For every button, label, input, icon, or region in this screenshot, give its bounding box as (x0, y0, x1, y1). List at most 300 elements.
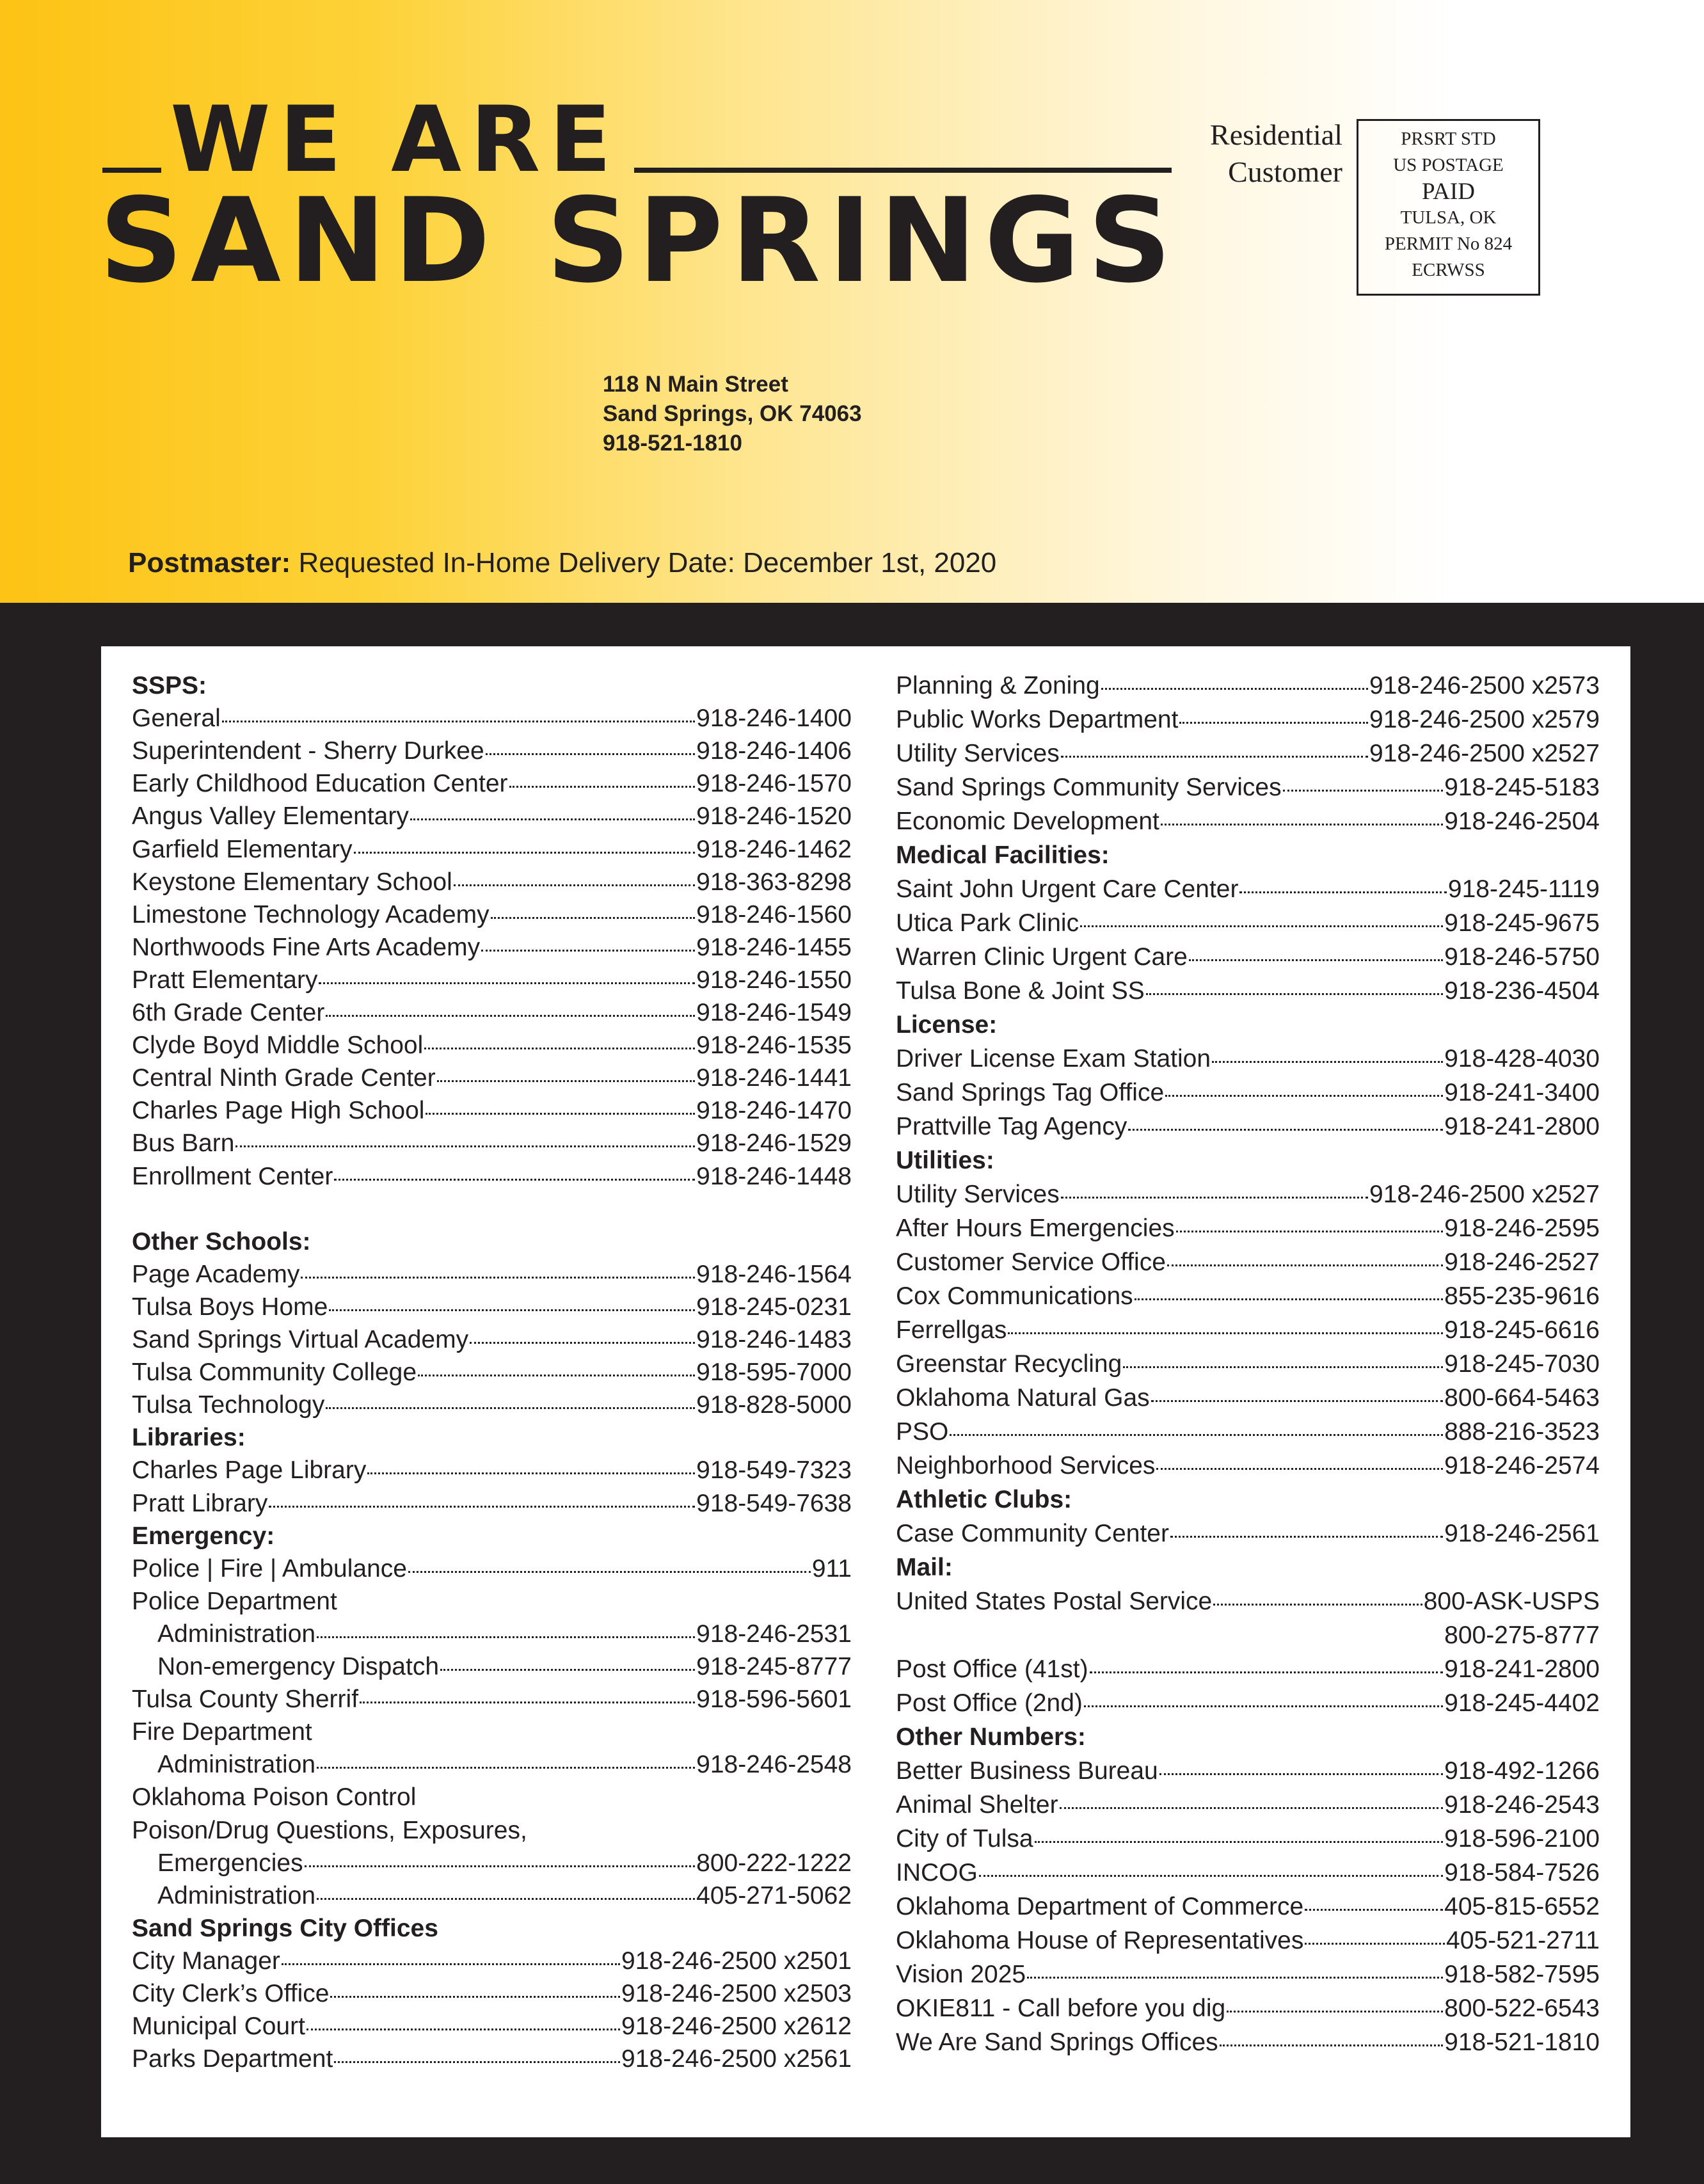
section-heading: Libraries: (132, 1424, 246, 1452)
dot-leader (426, 1113, 695, 1115)
directory-entry (132, 1751, 852, 1785)
entry-phone: 918-246-1462 (696, 835, 852, 863)
directory-subheading: Poison/Drug Questions, Exposures, (132, 1816, 527, 1844)
directory-entry (896, 1384, 1600, 1418)
dot-leader (1090, 1671, 1444, 1673)
entry-name: Greenstar Recycling (896, 1350, 1122, 1378)
entry-name: Bus Barn (132, 1129, 235, 1158)
dot-leader (334, 2061, 620, 2063)
dot-leader (410, 818, 695, 820)
entry-phone: 918-241-2800 (1444, 1655, 1600, 1683)
section-heading: Athletic Clubs: (896, 1486, 1072, 1513)
entry-name: Vision 2025 (896, 1961, 1026, 1988)
dot-leader (1283, 790, 1444, 792)
entry-phone: 918-245-5183 (1444, 774, 1600, 801)
dot-leader (418, 1375, 695, 1376)
directory-entry (132, 770, 852, 804)
entry-name: Superintendent - Sherry Durkee (132, 737, 484, 765)
dot-leader (454, 884, 695, 886)
dot-leader (1035, 1841, 1444, 1843)
directory-entry (132, 2013, 852, 2046)
entry-phone: 405-815-6552 (1444, 1893, 1600, 1920)
entry-phone: 918-521-1810 (1444, 2029, 1600, 2056)
entry-name: Warren Clinic Urgent Care (896, 943, 1188, 971)
entry-name: Sand Springs Community Services (896, 774, 1282, 801)
directory-entry (132, 1032, 852, 1065)
directory-entry (132, 1980, 852, 2014)
directory-entry (896, 808, 1600, 841)
directory-entry (132, 868, 852, 902)
dot-leader (222, 721, 695, 722)
directory-entry (132, 1097, 852, 1131)
entry-phone: 918-246-1455 (696, 933, 852, 961)
entry-name: Case Community Center (896, 1520, 1169, 1547)
directory-entry (132, 1064, 852, 1098)
directory-entry (132, 999, 852, 1033)
directory-entry (132, 1849, 852, 1883)
entry-phone: 405-271-5062 (696, 1881, 852, 1909)
directory-subheading: Oklahoma Poison Control (132, 1783, 417, 1812)
entry-phone: 918-246-2561 (1444, 1520, 1600, 1547)
section-heading: Utilities: (896, 1147, 994, 1174)
brand-rule-left (102, 168, 161, 173)
entry-phone: 918-246-1570 (696, 770, 852, 798)
entry-name: Neighborhood Services (896, 1452, 1156, 1479)
directory-entry (896, 1215, 1600, 1248)
entry-phone: 888-216-3523 (1444, 1418, 1600, 1446)
entry-name: PSO (896, 1418, 949, 1446)
entry-name: Enrollment Center (132, 1162, 333, 1190)
entry-name: Municipal Court (132, 2013, 305, 2041)
directory-entry (132, 966, 852, 1000)
directory-entry (896, 909, 1600, 943)
directory-entry (896, 1316, 1600, 1350)
entry-name: Economic Development (896, 808, 1159, 835)
dot-leader (1159, 1773, 1443, 1775)
indicia-line: PRSRT STD (1401, 129, 1496, 149)
dot-leader (950, 1434, 1443, 1436)
dot-leader (1167, 1264, 1443, 1266)
entry-name: United States Postal Service (896, 1588, 1213, 1615)
directory-entry (896, 943, 1600, 977)
entry-name: Angus Valley Elementary (132, 802, 409, 831)
directory-entry (132, 1947, 852, 1981)
directory-entry (132, 1555, 852, 1589)
dot-leader (1123, 1366, 1443, 1368)
entry-name: Animal Shelter (896, 1791, 1058, 1819)
entry-name: 6th Grade Center (132, 999, 325, 1026)
postmaster-text: Requested In-Home Delivery Date: December 1st, 2020 (291, 547, 997, 578)
dot-leader (1135, 1298, 1443, 1300)
directory-entry (132, 1620, 852, 1654)
recipient-label (1152, 116, 1342, 191)
dot-leader (486, 753, 695, 755)
dot-leader (282, 1963, 620, 1965)
brand-sand-springs: SAND SPRINGS (99, 173, 1179, 308)
dot-leader (1220, 2045, 1443, 2046)
address-street: 118 N Main Street (603, 372, 788, 397)
entry-phone: 918-246-1448 (696, 1162, 852, 1190)
directory-entry (896, 2029, 1600, 2062)
dot-leader (1161, 824, 1443, 825)
dot-leader (1061, 1197, 1368, 1199)
section-heading: Mail: (896, 1554, 953, 1581)
dot-leader (1128, 1129, 1443, 1131)
entry-phone: 918-245-6616 (1444, 1316, 1600, 1344)
entry-name: Customer Service Office (896, 1248, 1166, 1276)
entry-name: Emergencies (157, 1849, 303, 1877)
entry-phone: 918-246-2500 x2573 (1369, 672, 1600, 699)
entry-name: Early Childhood Education Center (132, 770, 508, 798)
entry-name: Page Academy (132, 1260, 300, 1288)
recipient-line-2: Customer (1228, 155, 1342, 188)
entry-phone: 918-246-2500 x2527 (1369, 740, 1600, 767)
entry-phone: 918-246-1520 (696, 802, 852, 831)
dot-leader (1213, 1604, 1422, 1606)
dot-leader (305, 1865, 696, 1867)
indicia-line: ECRWSS (1412, 260, 1485, 280)
directory-entry (132, 1326, 852, 1360)
postmaster-note (128, 547, 996, 579)
header-banner (0, 0, 1704, 603)
directory-subheading: Fire Department (132, 1718, 312, 1746)
dot-leader (319, 982, 695, 984)
entry-name: Sand Springs Virtual Academy (132, 1326, 469, 1353)
indicia-paid: PAID (1422, 179, 1475, 205)
entry-phone: 918-245-0231 (696, 1293, 852, 1321)
entry-phone: 918-582-7595 (1444, 1961, 1600, 1988)
dot-leader (1170, 1536, 1443, 1538)
directory-entry (132, 802, 852, 836)
entry-name: After Hours Emergencies (896, 1215, 1175, 1242)
entry-phone: 405-521-2711 (1446, 1927, 1600, 1954)
directory-entry (132, 737, 852, 771)
postmaster-label: Postmaster: (128, 547, 291, 578)
directory-entry (896, 1113, 1600, 1147)
dot-leader (1189, 959, 1443, 961)
entry-phone: 800-ASK-USPS (1423, 1588, 1600, 1615)
dot-leader (1151, 1400, 1443, 1402)
dot-leader (1080, 925, 1443, 927)
recipient-line-1: Residential (1210, 118, 1342, 151)
entry-phone: 918-492-1266 (1444, 1757, 1600, 1785)
directory-entry (132, 2045, 852, 2079)
entry-phone: 918-246-2500 x2561 (621, 2045, 852, 2073)
entry-phone: 918-246-2543 (1444, 1791, 1600, 1819)
entry-name: Clyde Boyd Middle School (132, 1032, 424, 1060)
directory-entry (896, 672, 1600, 706)
entry-name: Northwoods Fine Arts Academy (132, 933, 481, 961)
entry-phone: 918-246-2504 (1444, 808, 1600, 835)
entry-phone: 918-246-1400 (696, 705, 852, 733)
directory-entry (132, 1261, 852, 1295)
entry-phone: 855-235-9616 (1444, 1282, 1600, 1310)
directory-entry (896, 1045, 1600, 1079)
directory-entry (896, 1859, 1600, 1893)
directory-entry (896, 774, 1600, 808)
directory-entry (132, 836, 852, 870)
entry-name: Utica Park Clinic (896, 909, 1079, 937)
dot-leader (481, 950, 695, 952)
entry-name: OKIE811 - Call before you dig (896, 1995, 1226, 2022)
entry-name: Administration (157, 1620, 316, 1648)
directory-entry (896, 1655, 1600, 1689)
dot-leader (307, 2029, 620, 2030)
directory-entry (896, 1791, 1600, 1825)
directory-entry (896, 706, 1600, 740)
entry-phone: 918-246-5750 (1444, 943, 1600, 971)
entry-phone: 918-246-2548 (696, 1751, 852, 1779)
entry-name: Utility Services (896, 1181, 1060, 1208)
entry-phone: 918-246-2500 x2579 (1369, 706, 1600, 733)
dot-leader (1176, 1231, 1443, 1232)
entry-name: Post Office (2nd) (896, 1689, 1083, 1717)
entry-phone: 918-245-4402 (1444, 1689, 1600, 1717)
directory-entry (896, 1079, 1600, 1113)
entry-name: Non-emergency Dispatch (157, 1653, 440, 1680)
dot-leader (1060, 1807, 1444, 1809)
entry-name: Cox Communications (896, 1282, 1133, 1310)
indicia-line: TULSA, OK (1400, 207, 1497, 228)
directory-entry (896, 1282, 1600, 1316)
dot-leader (424, 1048, 695, 1049)
directory-entry (896, 1520, 1600, 1554)
entry-phone: 918-246-1560 (696, 900, 852, 929)
dot-leader (1146, 993, 1443, 995)
dot-leader (360, 1702, 695, 1703)
entry-name: Prattville Tag Agency (896, 1113, 1127, 1140)
directory-entry (132, 1129, 852, 1163)
entry-phone: 800-664-5463 (1444, 1384, 1600, 1412)
dot-leader (1027, 1977, 1443, 1979)
entry-phone: 918-246-2527 (1444, 1248, 1600, 1276)
dot-leader (440, 1669, 695, 1671)
entry-phone: 918-596-5601 (696, 1686, 852, 1714)
brand-line-1 (102, 87, 1172, 193)
dot-leader (329, 1309, 695, 1311)
entry-phone: 918-246-1441 (696, 1064, 852, 1092)
dot-leader (1061, 756, 1368, 758)
entry-name: Tulsa Community College (132, 1359, 417, 1387)
entry-name: Post Office (41st) (896, 1655, 1088, 1683)
directory-entry (132, 1293, 852, 1327)
entry-phone: 918-246-2500 x2503 (621, 1980, 852, 2007)
entry-name: City Manager (132, 1947, 280, 1975)
entry-phone: 918-246-2500 x2527 (1369, 1181, 1600, 1208)
directory-entry (132, 1456, 852, 1490)
dot-leader (1008, 1332, 1443, 1334)
dot-leader (317, 1636, 695, 1638)
entry-name: Oklahoma Department of Commerce (896, 1893, 1304, 1920)
entry-name: Tulsa Bone & Joint SS (896, 977, 1145, 1005)
entry-phone: 918-241-3400 (1444, 1079, 1600, 1106)
directory-entry (896, 977, 1600, 1011)
entry-name: Keystone Elementary School (132, 868, 452, 896)
directory-entry (132, 1882, 852, 1916)
directory-entry (896, 1825, 1600, 1859)
directory-subheading: Police Department (132, 1587, 337, 1615)
directory-entry (132, 1686, 852, 1719)
entry-name: Administration (157, 1881, 316, 1909)
directory-entry-continued (896, 1622, 1600, 1655)
directory-entry (896, 1418, 1600, 1452)
indicia-line: US POSTAGE (1393, 155, 1504, 175)
entry-name: Utility Services (896, 740, 1060, 767)
entry-name: Planning & Zoning (896, 672, 1100, 699)
directory-entry (132, 901, 852, 935)
entry-name: Better Business Bureau (896, 1757, 1158, 1785)
entry-name: Ferrellgas (896, 1316, 1007, 1344)
entry-name: Sand Springs Tag Office (896, 1079, 1165, 1106)
entry-name: We Are Sand Springs Offices (896, 2029, 1218, 2056)
directory-entry (896, 740, 1600, 774)
directory-entry (896, 1588, 1600, 1622)
entry-name: Garfield Elementary (132, 835, 353, 863)
dot-leader (1212, 1061, 1443, 1063)
dot-leader (979, 1875, 1443, 1877)
entry-phone: 918-549-7323 (696, 1456, 852, 1485)
entry-name: Pratt Elementary (132, 966, 318, 994)
section-heading: Other Schools: (132, 1227, 311, 1255)
directory-entry (896, 1181, 1600, 1215)
dot-leader (317, 1767, 695, 1769)
directory-entry (132, 705, 852, 738)
entry-name: Oklahoma House of Representatives (896, 1927, 1304, 1954)
postage-indicia (1357, 119, 1540, 296)
section-heading: Emergency: (132, 1522, 275, 1550)
entry-phone: 918-246-2500 x2612 (621, 2013, 852, 2041)
directory-entry (896, 1995, 1600, 2029)
address-city: Sand Springs, OK 74063 (603, 401, 862, 426)
entry-phone: 911 (811, 1554, 852, 1582)
entry-name: Public Works Department (896, 706, 1179, 733)
entry-phone: 918-246-1529 (696, 1129, 852, 1158)
directory-entry (896, 1893, 1600, 1927)
address-phone: 918-521-1810 (603, 431, 742, 456)
directory-entry (132, 1391, 852, 1425)
dot-leader (509, 786, 696, 788)
dot-leader (269, 1506, 695, 1508)
dot-leader (326, 1015, 695, 1017)
dot-leader (1101, 688, 1368, 690)
directory-panel (101, 646, 1630, 2137)
dot-leader (1156, 1468, 1443, 1470)
directory-entry (132, 1653, 852, 1687)
dot-leader (491, 917, 695, 919)
entry-name: Charles Page High School (132, 1097, 425, 1125)
section-heading: Other Numbers: (896, 1723, 1086, 1751)
directory-entry (896, 1350, 1600, 1384)
entry-name: Oklahoma Natural Gas (896, 1384, 1150, 1412)
dot-leader (1165, 1095, 1443, 1097)
section-heading: Medical Facilities: (896, 841, 1110, 869)
dot-leader (317, 1898, 695, 1900)
entry-name: Police | Fire | Ambulance (132, 1554, 407, 1582)
entry-phone: 800-222-1222 (696, 1849, 852, 1877)
section-heading: License: (896, 1011, 998, 1039)
entry-phone: 918-246-1549 (696, 999, 852, 1026)
entry-phone: 918-828-5000 (696, 1391, 852, 1419)
dot-leader (235, 1145, 695, 1147)
dot-leader (326, 1407, 695, 1409)
directory-entry (896, 875, 1600, 909)
entry-name: Central Ninth Grade Center (132, 1064, 436, 1092)
entry-phone: 918-246-1564 (696, 1260, 852, 1288)
entry-phone: 918-246-2531 (696, 1620, 852, 1648)
directory-entry (896, 1757, 1600, 1791)
entry-phone: 918-549-7638 (696, 1489, 852, 1517)
entry-phone: 918-246-2595 (1444, 1215, 1600, 1242)
entry-name: Driver License Exam Station (896, 1045, 1211, 1072)
entry-phone: 918-245-7030 (1444, 1350, 1600, 1378)
entry-name: Tulsa Technology (132, 1391, 325, 1419)
entry-phone: 918-241-2800 (1444, 1113, 1600, 1140)
dot-leader (1305, 1943, 1445, 1945)
directory-entry (132, 1359, 852, 1392)
entry-phone: 918-428-4030 (1444, 1045, 1600, 1072)
entry-phone: 918-596-2100 (1444, 1825, 1600, 1853)
entry-name: General (132, 705, 221, 733)
entry-phone: 918-245-9675 (1444, 909, 1600, 937)
entry-phone: 918-245-8777 (696, 1653, 852, 1680)
section-heading: SSPS: (132, 672, 207, 699)
dot-leader (334, 1179, 695, 1181)
dot-leader (408, 1571, 811, 1573)
dot-leader (354, 852, 695, 854)
dot-leader (301, 1277, 695, 1279)
entry-phone: 918-246-1535 (696, 1032, 852, 1060)
directory-entry (132, 1490, 852, 1524)
directory-entry (896, 1452, 1600, 1486)
entry-name: Administration (157, 1751, 316, 1779)
directory-entry (132, 1163, 852, 1197)
entry-name: Pratt Library (132, 1489, 268, 1517)
entry-phone: 918-246-1483 (696, 1326, 852, 1353)
entry-phone: 918-246-2574 (1444, 1452, 1600, 1479)
dot-leader (1227, 2011, 1443, 2013)
entry-name: Parks Department (132, 2045, 333, 2073)
entry-name: INCOG (896, 1859, 978, 1886)
directory-entry (132, 934, 852, 968)
entry-phone: 918-246-1406 (696, 737, 852, 765)
entry-phone: 918-595-7000 (696, 1359, 852, 1387)
indicia-line: PERMIT No 824 (1384, 234, 1513, 254)
entry-name: City of Tulsa (896, 1825, 1033, 1853)
entry-phone: 918-246-1550 (696, 966, 852, 994)
dot-leader (1305, 1909, 1443, 1911)
dot-leader (470, 1342, 695, 1344)
entry-name: Charles Page Library (132, 1456, 367, 1485)
dot-leader (1084, 1705, 1443, 1707)
dot-leader (1179, 722, 1368, 724)
entry-phone: 918-246-2500 x2501 (621, 1947, 852, 1975)
directory-entry (896, 1961, 1600, 1995)
entry-phone: 918-236-4504 (1444, 977, 1600, 1005)
brand-we-are: WE ARE (170, 87, 621, 193)
dot-leader (437, 1080, 695, 1082)
directory-entry (896, 1689, 1600, 1723)
entry-phone: 800-275-8777 (1444, 1622, 1600, 1649)
entry-phone: 918-246-1470 (696, 1097, 852, 1125)
entry-phone: 918-245-1119 (1447, 875, 1600, 903)
entry-name: Tulsa County Sherrif (132, 1686, 359, 1714)
entry-phone: 918-363-8298 (696, 868, 852, 896)
dot-leader (367, 1472, 695, 1474)
directory-entry (896, 1927, 1600, 1961)
entry-name: Tulsa Boys Home (132, 1293, 328, 1321)
return-address (603, 370, 862, 458)
entry-name: Saint John Urgent Care Center (896, 875, 1239, 903)
